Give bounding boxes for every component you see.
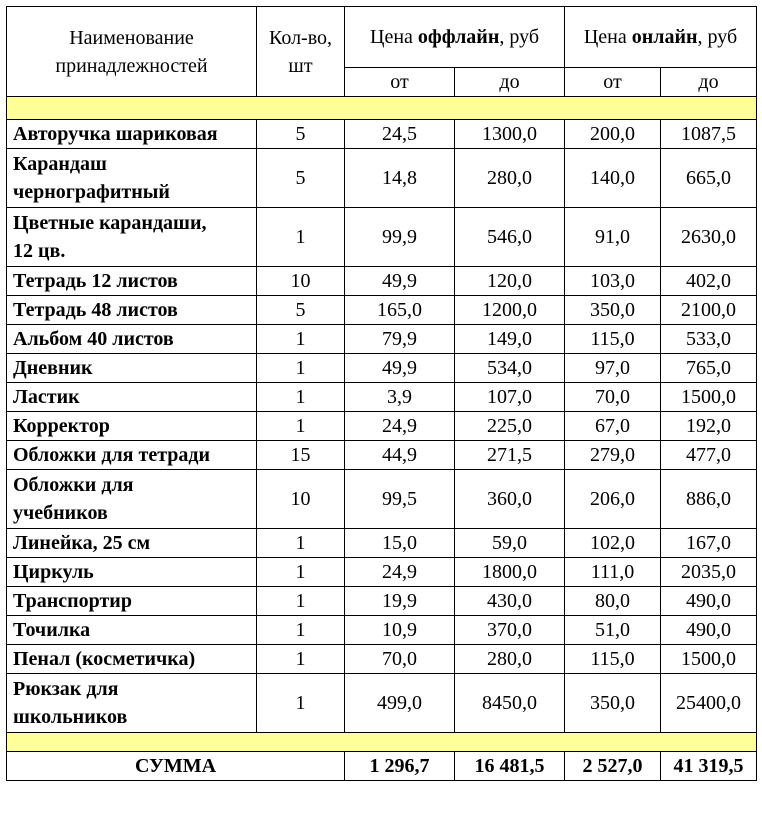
item-online-from: 67,0 <box>565 412 661 441</box>
header-online-to: до <box>661 68 757 97</box>
item-online-to: 533,0 <box>661 325 757 354</box>
item-online-from: 70,0 <box>565 383 661 412</box>
table-row <box>7 645 757 674</box>
item-name <box>7 529 257 558</box>
spacer-row-bottom <box>7 733 757 752</box>
item-name <box>7 674 257 733</box>
item-online-to: 1087,5 <box>661 120 757 149</box>
item-qty: 10 <box>257 470 345 529</box>
header-online-prefix: Цена <box>583 26 632 48</box>
item-name-line2: школьников <box>13 706 128 728</box>
item-qty: 1 <box>257 674 345 733</box>
item-offline-from: 19,9 <box>345 587 455 616</box>
item-offline-to: 430,0 <box>455 587 565 616</box>
item-name <box>7 120 257 149</box>
item-online-from: 51,0 <box>565 616 661 645</box>
data-rows <box>7 120 757 733</box>
item-name-line1: Карандаш <box>13 153 107 175</box>
item-qty: 1 <box>257 645 345 674</box>
item-name <box>7 267 257 296</box>
item-online-from: 102,0 <box>565 529 661 558</box>
item-offline-to: 280,0 <box>455 645 565 674</box>
item-qty: 5 <box>257 120 345 149</box>
item-online-to: 1500,0 <box>661 383 757 412</box>
header-name-line1: Наименование <box>69 26 194 49</box>
header-qty-line2: шт <box>288 54 313 77</box>
item-qty: 1 <box>257 383 345 412</box>
table-row <box>7 296 757 325</box>
item-offline-from: 10,9 <box>345 616 455 645</box>
item-qty: 1 <box>257 558 345 587</box>
header-offline-to: до <box>455 68 565 97</box>
table-footer <box>7 733 757 781</box>
item-offline-from: 499,0 <box>345 674 455 733</box>
item-offline-to: 107,0 <box>455 383 565 412</box>
item-offline-from: 14,8 <box>345 149 455 208</box>
item-name-line1: Точилка <box>13 619 91 641</box>
header-name <box>7 7 257 97</box>
table-row <box>7 383 757 412</box>
item-online-to: 765,0 <box>661 354 757 383</box>
header-offline-price <box>345 7 565 68</box>
item-name <box>7 441 257 470</box>
table-body <box>7 7 757 120</box>
item-offline-from: 24,5 <box>345 120 455 149</box>
item-offline-from: 165,0 <box>345 296 455 325</box>
table-row <box>7 587 757 616</box>
item-offline-to: 1800,0 <box>455 558 565 587</box>
item-offline-to: 1300,0 <box>455 120 565 149</box>
item-offline-to: 1200,0 <box>455 296 565 325</box>
item-qty: 1 <box>257 325 345 354</box>
item-qty: 1 <box>257 354 345 383</box>
item-name-line1: Ластик <box>13 386 80 408</box>
item-name <box>7 383 257 412</box>
item-offline-to: 120,0 <box>455 267 565 296</box>
item-online-from: 103,0 <box>565 267 661 296</box>
item-name-line1: Дневник <box>13 357 93 379</box>
item-online-to: 2035,0 <box>661 558 757 587</box>
header-online-suffix: , руб <box>697 26 738 48</box>
item-name-line1: Пенал (косметичка) <box>13 648 196 670</box>
item-qty: 1 <box>257 616 345 645</box>
item-online-from: 115,0 <box>565 645 661 674</box>
item-qty: 1 <box>257 208 345 267</box>
item-name-line1: Транспортир <box>13 590 132 612</box>
header-offline-prefix: Цена <box>370 26 418 48</box>
item-offline-to: 225,0 <box>455 412 565 441</box>
item-offline-to: 59,0 <box>455 529 565 558</box>
header-online-bold: онлайн <box>631 26 698 48</box>
item-online-to: 192,0 <box>661 412 757 441</box>
item-offline-to: 149,0 <box>455 325 565 354</box>
spacer-cell-bottom <box>7 733 757 752</box>
item-offline-from: 99,9 <box>345 208 455 267</box>
item-online-from: 350,0 <box>565 296 661 325</box>
table-row <box>7 149 757 208</box>
table-row <box>7 674 757 733</box>
item-online-to: 1500,0 <box>661 645 757 674</box>
item-offline-to: 360,0 <box>455 470 565 529</box>
header-offline-bold: оффлайн <box>417 26 500 48</box>
item-name-line1: Авторучка шариковая <box>13 123 218 145</box>
item-name <box>7 645 257 674</box>
item-online-from: 111,0 <box>565 558 661 587</box>
sum-online-from: 2 527,0 <box>565 752 661 781</box>
item-name <box>7 558 257 587</box>
item-online-from: 80,0 <box>565 587 661 616</box>
item-online-from: 350,0 <box>565 674 661 733</box>
item-name-line2: 12 цв. <box>13 240 66 262</box>
table-row <box>7 470 757 529</box>
item-qty: 1 <box>257 412 345 441</box>
item-online-to: 477,0 <box>661 441 757 470</box>
item-online-to: 886,0 <box>661 470 757 529</box>
item-offline-from: 24,9 <box>345 412 455 441</box>
item-name-line2: чернографитный <box>13 181 170 203</box>
item-name <box>7 208 257 267</box>
table-row <box>7 558 757 587</box>
spacer-cell-top <box>7 97 757 120</box>
table-row <box>7 325 757 354</box>
item-offline-from: 79,9 <box>345 325 455 354</box>
table-row <box>7 616 757 645</box>
item-qty: 10 <box>257 267 345 296</box>
price-table <box>6 6 757 781</box>
item-online-to: 167,0 <box>661 529 757 558</box>
item-offline-to: 8450,0 <box>455 674 565 733</box>
sum-offline-from: 1 296,7 <box>345 752 455 781</box>
item-name <box>7 296 257 325</box>
item-offline-to: 370,0 <box>455 616 565 645</box>
item-online-to: 402,0 <box>661 267 757 296</box>
sum-row <box>7 752 757 781</box>
header-offline-from: от <box>345 68 455 97</box>
item-name <box>7 354 257 383</box>
item-online-to: 25400,0 <box>661 674 757 733</box>
table-row <box>7 120 757 149</box>
spacer-row-top <box>7 97 757 120</box>
item-online-from: 97,0 <box>565 354 661 383</box>
item-online-to: 2100,0 <box>661 296 757 325</box>
item-qty: 1 <box>257 529 345 558</box>
item-offline-from: 44,9 <box>345 441 455 470</box>
item-online-from: 91,0 <box>565 208 661 267</box>
item-offline-from: 15,0 <box>345 529 455 558</box>
item-name-line1: Тетрадь 48 листов <box>13 299 178 321</box>
item-offline-to: 546,0 <box>455 208 565 267</box>
item-offline-to: 271,5 <box>455 441 565 470</box>
item-online-from: 115,0 <box>565 325 661 354</box>
header-name-line2: принадлежностей <box>55 54 208 77</box>
table-row <box>7 267 757 296</box>
item-online-to: 490,0 <box>661 587 757 616</box>
item-name-line1: Корректор <box>13 415 110 437</box>
item-offline-from: 49,9 <box>345 267 455 296</box>
item-name-line1: Обложки для тетради <box>13 444 211 466</box>
item-online-from: 206,0 <box>565 470 661 529</box>
item-online-from: 140,0 <box>565 149 661 208</box>
header-offline-suffix: , руб <box>499 26 540 48</box>
item-offline-from: 70,0 <box>345 645 455 674</box>
item-name <box>7 149 257 208</box>
item-offline-from: 99,5 <box>345 470 455 529</box>
item-qty: 1 <box>257 587 345 616</box>
header-online-price <box>565 7 757 68</box>
item-online-from: 279,0 <box>565 441 661 470</box>
item-qty: 5 <box>257 296 345 325</box>
item-name <box>7 587 257 616</box>
table-row <box>7 354 757 383</box>
item-name-line1: Циркуль <box>13 561 94 583</box>
table-row <box>7 208 757 267</box>
item-name-line1: Линейка, 25 см <box>13 532 151 554</box>
table-row <box>7 441 757 470</box>
item-qty: 5 <box>257 149 345 208</box>
item-name <box>7 412 257 441</box>
item-name <box>7 616 257 645</box>
sum-label: СУММА <box>7 752 345 781</box>
item-name <box>7 470 257 529</box>
header-qty <box>257 7 345 97</box>
item-qty: 15 <box>257 441 345 470</box>
item-offline-from: 3,9 <box>345 383 455 412</box>
item-name-line1: Тетрадь 12 листов <box>13 270 178 292</box>
item-name-line1: Цветные карандаши, <box>13 212 207 234</box>
table-row <box>7 412 757 441</box>
item-name-line1: Альбом 40 листов <box>13 328 174 350</box>
item-offline-from: 49,9 <box>345 354 455 383</box>
sum-online-to: 41 319,5 <box>661 752 757 781</box>
header-row <box>7 7 757 68</box>
item-offline-to: 534,0 <box>455 354 565 383</box>
table-row <box>7 529 757 558</box>
header-qty-line1: Кол-во, <box>268 26 333 49</box>
item-name-line1: Рюкзак для <box>13 678 119 700</box>
item-name <box>7 325 257 354</box>
sum-offline-to: 16 481,5 <box>455 752 565 781</box>
item-online-to: 490,0 <box>661 616 757 645</box>
item-offline-from: 24,9 <box>345 558 455 587</box>
item-name-line1: Обложки для <box>13 474 134 496</box>
item-online-from: 200,0 <box>565 120 661 149</box>
header-online-from: от <box>565 68 661 97</box>
item-offline-to: 280,0 <box>455 149 565 208</box>
item-online-to: 2630,0 <box>661 208 757 267</box>
item-online-to: 665,0 <box>661 149 757 208</box>
item-name-line2: учебников <box>13 502 108 524</box>
